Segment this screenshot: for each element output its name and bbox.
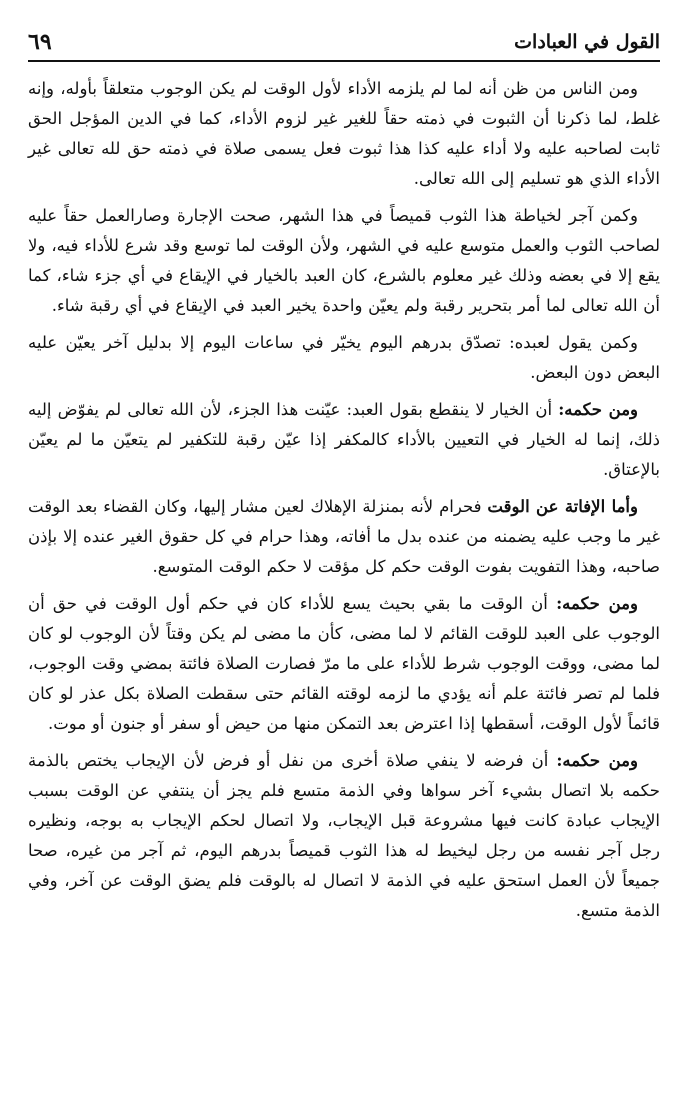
paragraph-7 [28,746,660,926]
paragraph-text: وكمن آجر لخياطة هذا الثوب قميصاً في هذا الشهر، صحت الإجارة وصارالعمل حقاً عليه لصاحب الثوب والعمل متوسع عليه في الشهر، ولأن الوقت لما توسع وقد شرع للأداء فيه، ولا يقع إلا في بعضه وذلك غير معلوم بالشرع، كان العبد بالخيار في الإيقاع في أي جزء شاء، كما أن الله تعالى لما أمر بتحرير رقبة ولم يعيّن واحدة يخير العبد في الإيقاع في أي رقبة شاء. [28,206,660,315]
paragraph-text: فحرام لأنه بمنزلة الإهلاك لعين مشار إليها، وكان القضاء بعد الوقت غير ما وجب عليه يضمنه من عنده بدل ما أفاته، وهذا حرام في كل حقوق الغير عنده إلا بإذن صاحبه، وهذا التفويت بفوت الوقت حكم كل مؤقت لا حكم الوقت المتوسع. [28,497,660,576]
running-title: القول في العبادات [514,31,660,53]
paragraph-text: وكمن يقول لعبده: تصدّق بدرهم اليوم يخيّر في ساعات اليوم إلا بدليل آخر يعيّن عليه البعض دون البعض. [28,333,660,382]
paragraph-text: أن فرضه لا ينفي صلاة أخرى من نفل أو فرض لأن الإيجاب يختص بالذمة حكمه بلا اتصال بشيء آخر سواها وفي الذمة متسع فلم يجز أن ينتفي عن الوقت بسبب الإيجاب عبادة كانت فيها مشروعة قبل الإيجاب، ولا اتصال لحكم الإيجاب به بوجه، ونظيره رجل آجر نفسه من رجل ليخيط له هذا الثوب قميصاً بدرهم اليوم، ثم آجر من غيره، صحا جميعاً لأن العمل استحق عليه في الذمة لا اتصال له بالوقت فلم يضق الوقت عن آخر، وفي الذمة متسع. [28,751,660,920]
paragraph-5 [28,492,660,582]
paragraph-6 [28,589,660,739]
paragraph-text: أن الخيار لا ينقطع بقول العبد: عيّنت هذا الجزء، لأن الله تعالى لم يفوّض إليه ذلك، إنما له الخيار في التعيين بالأداء كالمكفر إذا عيّن رقبة للتكفير لم يتعيّن ما لم يعيّن بالإعتاق. [28,400,660,479]
paragraph-lead: وأما الإفاتة عن الوقت [487,497,638,516]
page-header [28,30,660,62]
document-page [28,30,660,1074]
page-number: ٦٩ [28,29,52,55]
paragraph-lead: ومن حكمه: [556,594,638,613]
paragraph-2 [28,201,660,321]
body-text [28,74,660,926]
paragraph-4 [28,395,660,485]
paragraph-lead: ومن حكمه: [556,751,638,770]
paragraph-lead: ومن حكمه: [558,400,638,419]
paragraph-text: ومن الناس من ظن أنه لما لم يلزمه الأداء لأول الوقت لم يكن الوجوب متعلقاً بأوله، وإنه غلط، لما ذكرنا أن الثبوت في ذمته حقاً للغير غير لزوم الأداء، كما في الدين المؤجل الحق ثابت لصاحبه عليه ولا أداء عليه كذا هذا ثبوت فعل يسمى صلاة في ذمته حق لله تعالى غير الأداء الذي هو تسليم إلى الله تعالى. [28,79,660,188]
paragraph-text: أن الوقت ما بقي بحيث يسع للأداء كان في حكم أول الوقت في حق أن الوجوب على العبد للوقت القائم لا لما مضى، كأن ما مضى لم يكن وقتاً لأن الوجوب لو كان لما مضى، ووقت الوجوب شرط للأداء على ما مرّ فصارت الصلاة فائتة بمضي وقت الوجوب، فلما لم تصر فائتة علم أنه يؤدي ما لزمه لوقته القائم حتى سقطت الصلاة بكل عذر لو كان قائماً لأول الوقت، أسقطها إذا اعترض بعد التمكن منها من حيض أو سفر أو جنون أو موت. [28,594,660,733]
paragraph-1 [28,74,660,194]
paragraph-3 [28,328,660,388]
